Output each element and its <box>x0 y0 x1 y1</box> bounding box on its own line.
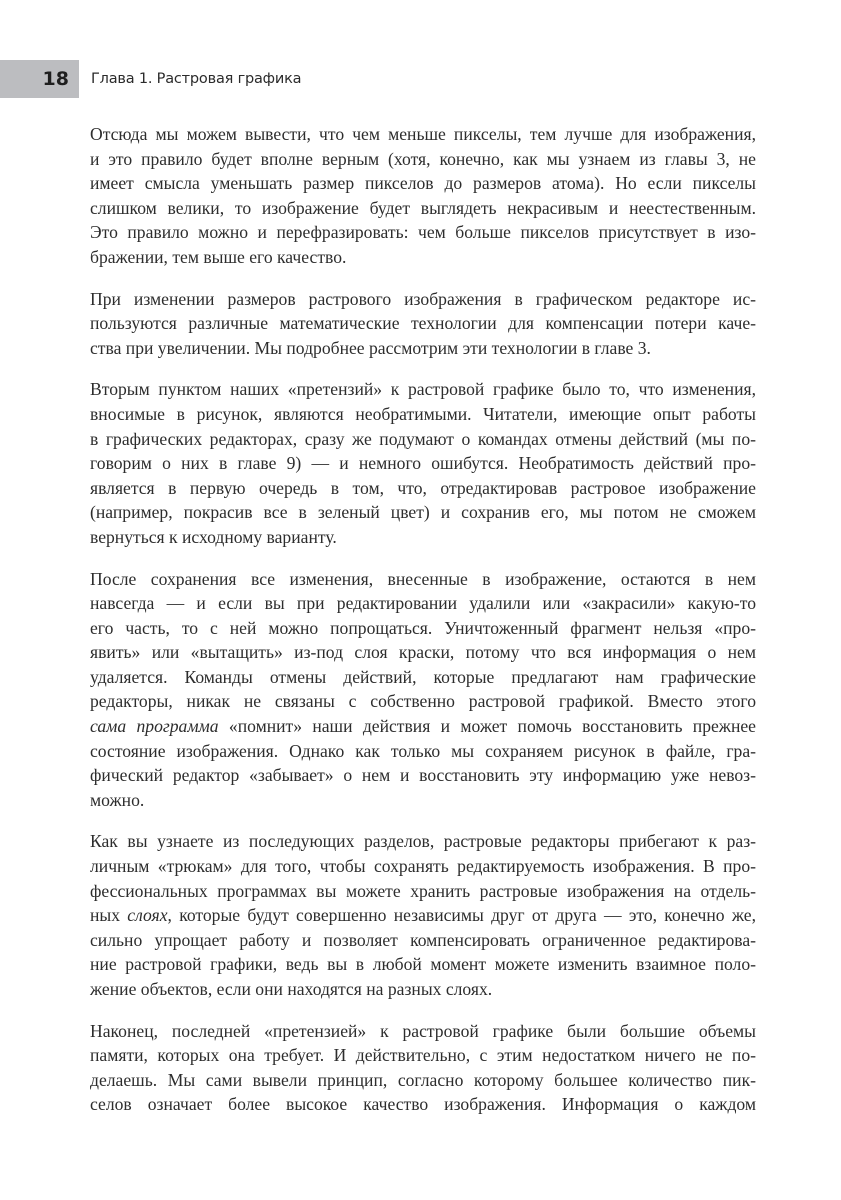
text-line: Это правило можно и перефразировать: чем больше пикселов присутствует в изо- <box>90 222 756 243</box>
text-line: Наконец, последней «претензией» к растровой графике были большие объемы <box>90 1020 756 1041</box>
text-line: ства при увеличении. Мы подробнее рассмотрим эти технологии в главе 3. <box>90 337 651 358</box>
text-line: Вторым пунктом наших «претензий» к растровой графике было то, что изменения, <box>90 379 756 400</box>
text-line: фический редактор «забывает» о нем и восстановить эту информацию уже невоз- <box>90 765 756 786</box>
text-line: жение объектов, если они находятся на разных слоях. <box>90 979 493 999</box>
paragraph <box>90 122 756 270</box>
chapter-title: Глава 1. Растровая графика <box>91 71 302 87</box>
emphasis-text: сама программа <box>90 716 219 737</box>
text-line: селов означает более высокое качество изображения. Информация о каждом <box>90 1094 756 1115</box>
text-line: личным «трюкам» для того, чтобы сохранять редактируемость изображения. В про- <box>90 856 756 877</box>
text-line: памяти, которых она требует. И действительно, с этим недостатком ничего не по- <box>90 1045 756 1066</box>
text-line: После сохранения все изменения, внесенные в изображение, остаются в нем <box>90 568 756 589</box>
text-line: вернуться к исходному варианту. <box>90 526 337 547</box>
paragraph <box>90 567 756 813</box>
text-line: фессиональных программах вы можете хранить растровые изображения на отдель- <box>90 880 756 901</box>
text-run: «помнит» наши действия и может помочь восстановить прежнее <box>218 716 756 737</box>
paragraph <box>90 1019 756 1117</box>
text-line: его часть, то с ней можно попрощаться. Уничтоженный фрагмент нельзя «про- <box>90 617 756 638</box>
text-line: навсегда — и если вы при редактировании удалили или «закрасили» какую-то <box>90 593 756 614</box>
text-line: состояние изображения. Однако как только мы сохраняем рисунок в файле, гра- <box>90 740 756 761</box>
text-line: в графических редакторах, сразу же подумают о командах отмены действий (мы по- <box>90 428 756 449</box>
emphasis-text: слоях <box>127 905 168 926</box>
text-line: сильно упрощает работу и позволяет компенсировать ограниченное редактирова- <box>90 929 756 950</box>
text-line: Отсюда мы можем вывести, что чем меньше пикселы, тем лучше для изображения, <box>90 124 756 144</box>
text-line: делаешь. Мы сами вывели принцип, согласно которому большее количество пик- <box>90 1069 756 1090</box>
text-line: имеет смысла уменьшать размер пикселов до размеров атома). Но если пикселы <box>90 173 756 194</box>
text-line: редакторы, никак не связаны с собственно растровой графикой. Вместо этого <box>90 691 756 712</box>
text-run: ных <box>90 905 128 926</box>
text-line: явить» или «вытащить» из-под слоя краски, потому что вся информация о нем <box>90 642 756 663</box>
text-line: слишком велики, то изображение будет выглядеть некрасивым и неестественным. <box>90 197 756 218</box>
text-line: бражении, тем выше его качество. <box>90 246 347 267</box>
text-line: является в первую очередь в том, что, отредактировав растровое изображение <box>90 477 756 498</box>
body-text <box>90 122 756 1117</box>
text-line: удаляется. Команды отмены действий, которые предлагают нам графические <box>90 666 756 687</box>
text-line: Как вы узнаете из последующих разделов, растровые редакторы прибегают к раз- <box>90 831 756 852</box>
text-line: ние растровой графики, ведь вы в любой момент можете изменить взаимное поло- <box>90 954 756 975</box>
text-run: , которые будут совершенно независимы друг от друга — это, конечно же, <box>167 905 756 926</box>
text-line: и это правило будет вполне верным (хотя, конечно, как мы узнаем из главы 3, не <box>90 148 756 169</box>
text-line: можно. <box>90 789 145 810</box>
paragraph <box>90 377 756 549</box>
text-line <box>90 714 756 739</box>
text-line <box>90 903 756 928</box>
text-line: (например, покрасив все в зеленый цвет) и сохранив его, мы потом не сможем <box>90 502 756 523</box>
paragraph <box>90 829 756 1001</box>
text-line: вносимые в рисунок, являются необратимыми. Читатели, имеющие опыт работы <box>90 403 756 424</box>
page-number-tab <box>0 60 79 98</box>
page-number: 18 <box>42 68 69 90</box>
text-line: пользуются различные математические технологии для компенсации потери каче- <box>90 313 756 334</box>
running-head <box>0 60 301 98</box>
text-line: При изменении размеров растрового изображения в графическом редакторе ис- <box>90 288 756 309</box>
text-line: говорим о них в главе 9) — и немного ошибутся. Необратимость действий про- <box>90 453 756 474</box>
paragraph <box>90 287 756 361</box>
